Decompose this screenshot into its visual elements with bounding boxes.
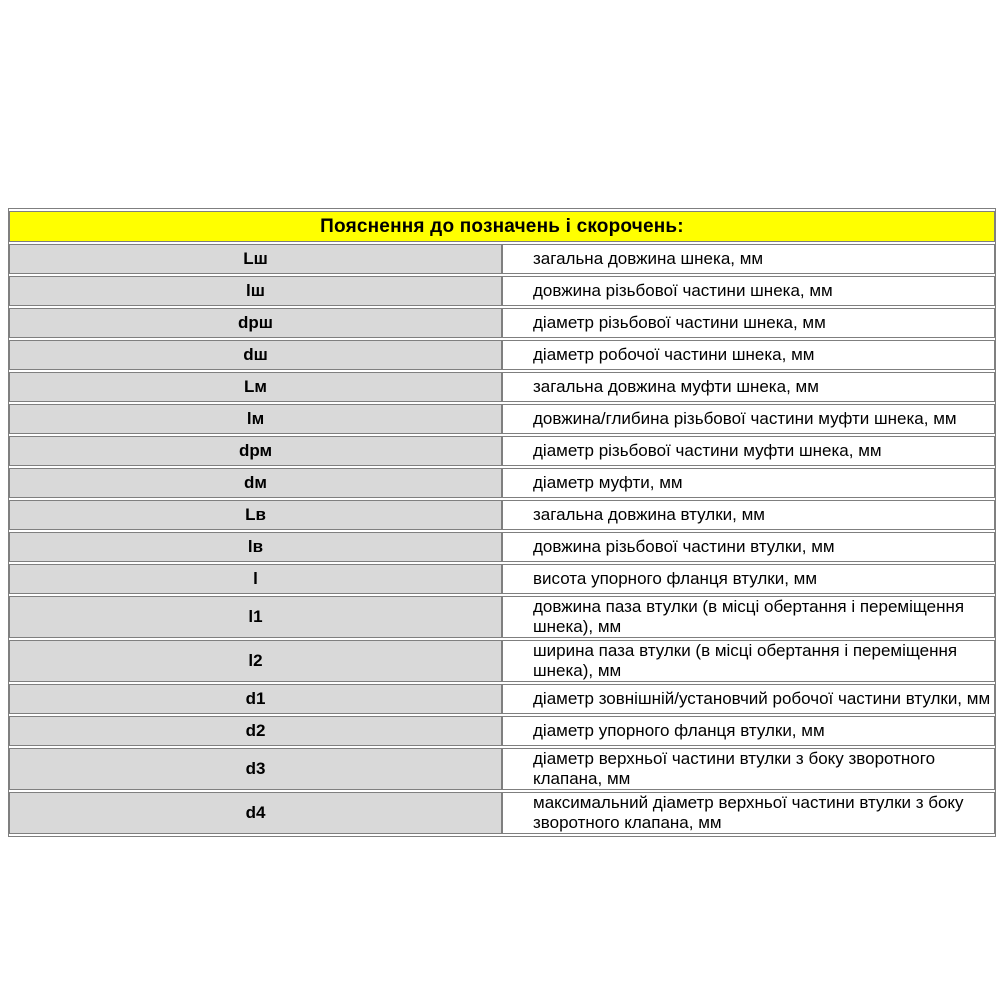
desc-cell: діаметр різьбової частини шнека, мм <box>502 308 995 338</box>
table-row <box>9 532 995 562</box>
table-row <box>9 748 995 790</box>
abbr-cell: d4 <box>9 792 502 834</box>
abbr-cell: l <box>9 564 502 594</box>
table-row <box>9 436 995 466</box>
abbr-cell: dш <box>9 340 502 370</box>
desc-cell: діаметр упорного фланця втулки, мм <box>502 716 995 746</box>
desc-cell: ширина паза втулки (в місці обертання і переміщення шнека), мм <box>502 640 995 682</box>
abbr-cell: dрш <box>9 308 502 338</box>
table-row <box>9 468 995 498</box>
desc-cell: загальна довжина втулки, мм <box>502 500 995 530</box>
abbr-cell: lш <box>9 276 502 306</box>
desc-cell: діаметр зовнішній/установчий робочої частини втулки, мм <box>502 684 995 714</box>
legend-table-body <box>9 244 995 834</box>
desc-cell: довжина паза втулки (в місці обертання і переміщення шнека), мм <box>502 596 995 638</box>
desc-cell: діаметр муфти, мм <box>502 468 995 498</box>
desc-cell: діаметр різьбової частини муфти шнека, мм <box>502 436 995 466</box>
abbr-cell: d1 <box>9 684 502 714</box>
table-row <box>9 500 995 530</box>
table-row <box>9 640 995 682</box>
table-row <box>9 792 995 834</box>
abbr-cell: d2 <box>9 716 502 746</box>
abbr-cell: d3 <box>9 748 502 790</box>
table-row <box>9 564 995 594</box>
abbr-cell: dм <box>9 468 502 498</box>
abbr-cell: dрм <box>9 436 502 466</box>
abbr-cell: l1 <box>9 596 502 638</box>
desc-cell: максимальний діаметр верхньої частини втулки з боку зворотного клапана, мм <box>502 792 995 834</box>
desc-cell: діаметр робочої частини шнека, мм <box>502 340 995 370</box>
header-row <box>9 211 995 242</box>
desc-cell: довжина/глибина різьбової частини муфти шнека, мм <box>502 404 995 434</box>
abbr-cell: lв <box>9 532 502 562</box>
table-row <box>9 684 995 714</box>
legend-table-head <box>9 211 995 242</box>
table-row <box>9 404 995 434</box>
table-row <box>9 372 995 402</box>
desc-cell: діаметр верхньої частини втулки з боку зворотного клапана, мм <box>502 748 995 790</box>
abbr-cell: l2 <box>9 640 502 682</box>
abbr-cell: Lш <box>9 244 502 274</box>
table-row <box>9 596 995 638</box>
table-row <box>9 276 995 306</box>
abbr-cell: lм <box>9 404 502 434</box>
desc-cell: загальна довжина муфти шнека, мм <box>502 372 995 402</box>
abbr-cell: Lв <box>9 500 502 530</box>
table-row <box>9 716 995 746</box>
desc-cell: висота упорного фланця втулки, мм <box>502 564 995 594</box>
desc-cell: довжина різьбової частини шнека, мм <box>502 276 995 306</box>
desc-cell: довжина різьбової частини втулки, мм <box>502 532 995 562</box>
legend-table <box>8 208 996 837</box>
abbr-cell: Lм <box>9 372 502 402</box>
table-row <box>9 340 995 370</box>
table-row <box>9 308 995 338</box>
legend-title: Пояснення до позначень і скорочень: <box>9 211 995 242</box>
table-row <box>9 244 995 274</box>
desc-cell: загальна довжина шнека, мм <box>502 244 995 274</box>
